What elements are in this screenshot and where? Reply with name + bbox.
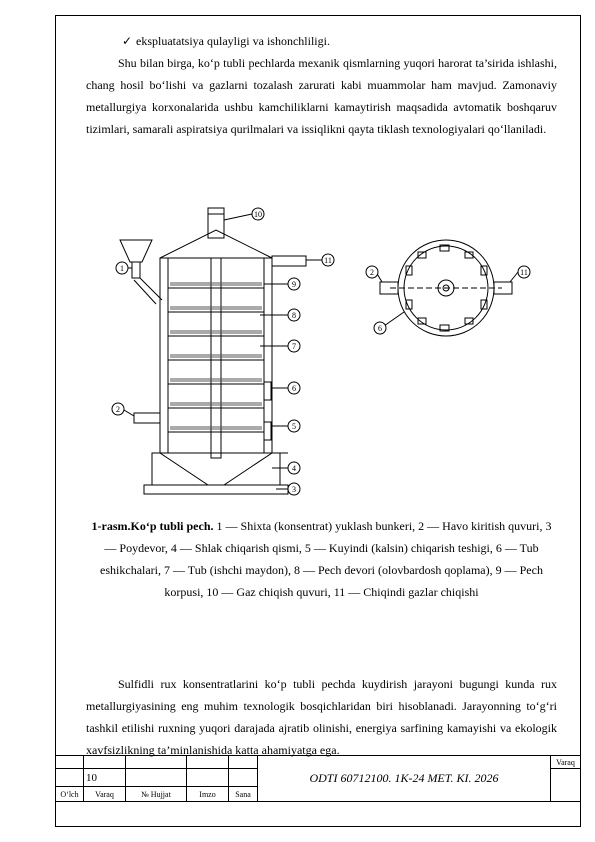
furnace-figure (100, 200, 540, 500)
document-code: ODTI 60712100. 1K-24 MET. KI. 2026 (257, 755, 551, 802)
svg-text:10: 10 (254, 210, 262, 219)
grid-cell (125, 768, 187, 787)
col-varaq: Varaq (83, 786, 126, 802)
label-8 (288, 309, 300, 321)
title-block (55, 755, 581, 827)
bottom-text (86, 673, 557, 761)
col-olch: O‘lch (55, 786, 84, 802)
col-hujjat: № Hujjat (125, 786, 187, 802)
label-9 (288, 278, 300, 290)
svg-text:7: 7 (292, 342, 296, 351)
bullet-text: ekspluatatsiya qulayligi va ishonchliligi. (136, 34, 330, 48)
label-6 (288, 382, 300, 394)
label-10 (252, 208, 264, 220)
plan-label-11 (518, 266, 530, 278)
varaq-label: Varaq (550, 755, 581, 769)
grid-cell (186, 755, 229, 769)
figure-caption (86, 515, 557, 603)
plan-label-2 (366, 266, 378, 278)
label-11 (322, 254, 334, 266)
label-5 (288, 420, 300, 432)
svg-text:9: 9 (292, 280, 296, 289)
svg-text:1: 1 (120, 264, 124, 273)
svg-text:8: 8 (292, 311, 296, 320)
grid-cell (228, 755, 258, 769)
varaq-value (550, 768, 581, 802)
col-sana: Sana (228, 786, 258, 802)
grid-cell (55, 755, 84, 769)
top-text (86, 28, 557, 140)
svg-text:4: 4 (292, 464, 296, 473)
paragraph-2: Sulfidli rux konsentratlarini ko‘p tubli pechda kuydirish jarayoni bugungi kunda rux metallurgiyasining eng muhim texnologik bosqichlaridan biri hisoblanadi. Jarayonning to‘g‘ri tashkil etilishi ruxning yuqori darajada ajratib olinishi, energiya sarfining kamayishi va ekologik xavfsizlikning ta’minlanishida katta ahamiyatga ega. (86, 677, 557, 757)
plan-label-6 (374, 322, 386, 334)
label-1 (116, 262, 128, 274)
checkmark-icon: ✓ (122, 34, 133, 48)
label-7 (288, 340, 300, 352)
col-imzo: Imzo (186, 786, 229, 802)
grid-cell (83, 755, 126, 769)
bullet-item (86, 30, 557, 52)
paragraph-1: Shu bilan birga, ko‘p tubli pechlarda mexanik qismlarning yuqori harorat ta’sirida ishlashi, chang hosil bo‘lishi va gazlarni tozalash zarurati kabi muammolar ham mavjud. Zamonaviy metallurgiya korxonalarida ushbu kamchiliklarni kamaytirish maqsadida avtomatik boshqaruv tizimlari, samarali aspiratsiya qurilmalari va issiqlikni qayta tiklash texnologiyalari qo‘llaniladi. (86, 56, 557, 136)
label-4 (288, 462, 300, 474)
svg-text:2: 2 (370, 268, 374, 277)
svg-text:2: 2 (116, 405, 120, 414)
caption-body: 1 — Shixta (konsentrat) yuklash bunkeri, 2 — Havo kiritish quvuri, 3 — Poydevor, 4 — Shlak chiqarish qismi, 5 — Kuyindi (kalsin) chiqarish teshigi, 6 — Tub eshikchalari, 7 — Tub (ishchi maydon), 8 — Pech devori (olovbardosh qoplama), 9 — Pech korpusi, 10 — Gaz chiqish quvuri, 11 — Chiqindi gazlar chiqishi (100, 519, 552, 599)
svg-text:11: 11 (324, 256, 332, 265)
grid-cell (228, 768, 258, 787)
page-number: 10 (83, 768, 126, 787)
grid-cell (186, 768, 229, 787)
label-2 (112, 403, 124, 415)
svg-text:6: 6 (292, 384, 296, 393)
grid-cell (125, 755, 187, 769)
svg-text:5: 5 (292, 422, 296, 431)
svg-text:11: 11 (520, 268, 528, 277)
svg-text:6: 6 (378, 324, 382, 333)
label-3 (288, 483, 300, 495)
grid-cell (55, 768, 84, 787)
svg-text:3: 3 (292, 485, 296, 494)
caption-title: 1-rasm.Ko‘p tubli pech. (91, 519, 214, 533)
